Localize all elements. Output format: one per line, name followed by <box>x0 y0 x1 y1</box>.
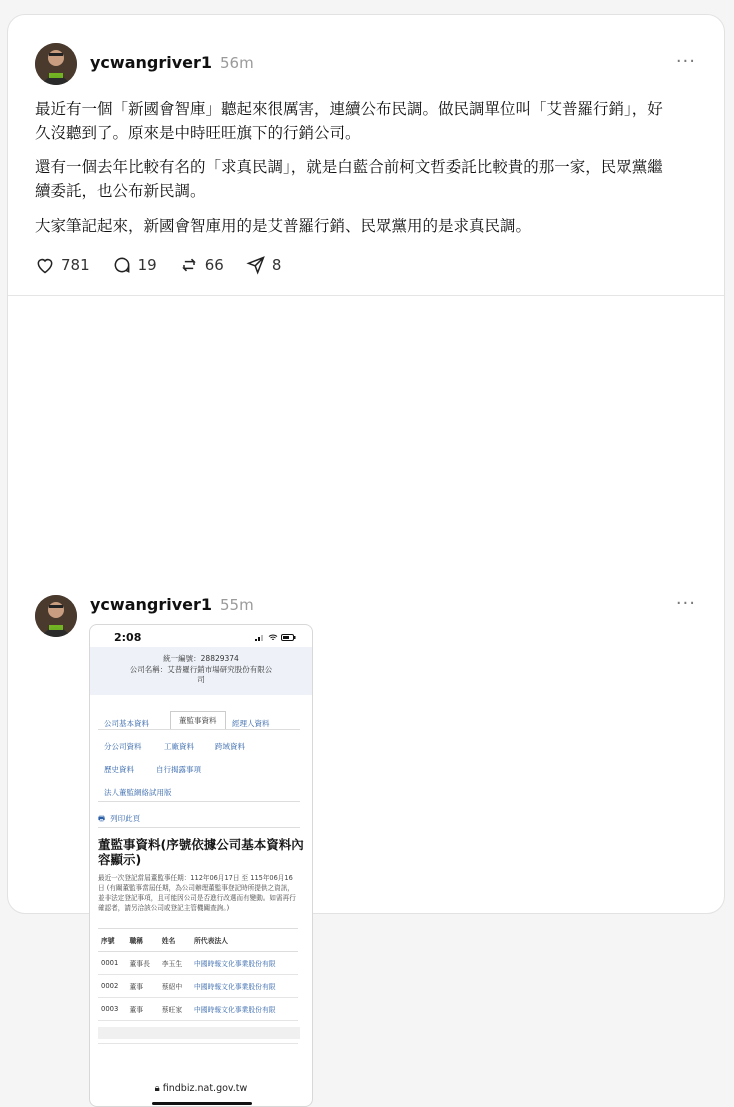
table-row <box>98 998 298 1021</box>
company-name: 公司名稱：艾普羅行銷市場研究股份有限公 <box>129 665 273 674</box>
cell: 蔡旺家 <box>159 998 191 1021</box>
company-name-cont: 司 <box>197 675 205 684</box>
cell: 李玉生 <box>159 952 191 975</box>
avatar[interactable] <box>35 595 77 637</box>
cell: 董事 <box>126 975 158 998</box>
repost-button[interactable] <box>179 255 224 275</box>
col-rep: 所代表法人 <box>191 929 298 952</box>
print-link[interactable] <box>98 813 140 826</box>
url-text: findbiz.nat.gov.tw <box>162 1083 248 1094</box>
col-name: 姓名 <box>159 929 191 952</box>
phone-time: 2:08 <box>114 631 142 644</box>
tab-network[interactable]: 法人董監網絡試用版 <box>104 788 172 797</box>
tab-cross[interactable]: 跨域資料 <box>215 742 245 751</box>
rep-link[interactable]: 中國時報文化事業股份有限 <box>191 975 298 998</box>
tab-basic[interactable]: 公司基本資料 <box>104 719 149 728</box>
more-horizontal-icon[interactable]: ··· <box>675 593 696 614</box>
section-title: 董監事資料(序號依據公司基本資料內容顯示) <box>98 837 304 867</box>
section-line <box>98 827 300 828</box>
lock-icon: 🔒︎ <box>154 1083 160 1094</box>
repost-icon <box>179 255 199 275</box>
battery-icon <box>281 634 296 641</box>
username[interactable]: ycwangriver1 <box>90 595 213 614</box>
like-count: 781 <box>61 256 90 274</box>
cell: 0003 <box>98 998 126 1021</box>
attached-screenshot[interactable] <box>89 624 313 1107</box>
share-button[interactable] <box>246 255 282 275</box>
col-title: 職稱 <box>126 929 158 952</box>
comment-icon <box>112 255 132 275</box>
print-label: 列印此頁 <box>110 814 141 823</box>
table-row <box>98 975 298 998</box>
more-horizontal-icon[interactable]: ··· <box>675 51 696 72</box>
tab-factory[interactable]: 工廠資料 <box>164 742 194 751</box>
post-divider <box>8 295 724 296</box>
tab-managers[interactable]: 經理人資料 <box>232 719 270 728</box>
post-time[interactable]: 56m <box>220 54 254 72</box>
rep-link[interactable]: 中國時報文化事業股份有限 <box>191 952 298 975</box>
status-icons <box>255 634 296 641</box>
post-1[interactable] <box>8 15 724 297</box>
post-paragraph: 大家筆記起來，新國會智庫用的是艾普羅行銷、民眾黨用的是求真民調。 <box>35 217 532 235</box>
rep-link[interactable]: 中國時報文化事業股份有限 <box>191 998 298 1021</box>
cell: 董事長 <box>126 952 158 975</box>
tab-disclosure[interactable]: 自行揭露事項 <box>156 765 201 774</box>
table-footer <box>98 1027 300 1039</box>
post-paragraph: 最近有一個「新國會智庫」聽起來很厲害，連續公布民調。做民調單位叫「艾普羅行銷」，好久沒聽到了。原來是中時旺旺旗下的行銷公司。 <box>35 100 663 142</box>
reply-button[interactable] <box>112 255 157 275</box>
send-icon <box>246 255 266 275</box>
cell: 董事 <box>126 998 158 1021</box>
url-bar[interactable] <box>90 1083 312 1094</box>
cell: 蔡紹中 <box>159 975 191 998</box>
term-description: 最近一次登記當屆董監事任期：112年06月17日 至 115年06月16日 (有關董監事當屆任期，為公司辦理董監事登記時所提供之資訊，並非法定登記事項，且可能因公司是否進行改選而有變動。如需再行確認者，請另洽該公司或登記主管機關查詢。) <box>98 874 296 912</box>
tab-branch[interactable]: 分公司資料 <box>104 742 142 751</box>
home-indicator <box>152 1102 252 1105</box>
tab-underline <box>98 729 300 730</box>
repost-count: 66 <box>204 256 224 274</box>
col-seq: 序號 <box>98 929 126 952</box>
cell: 0002 <box>98 975 126 998</box>
reply-count: 19 <box>137 256 157 274</box>
signal-icon <box>255 634 265 641</box>
printer-icon: 🖶 <box>98 814 106 823</box>
tab-history[interactable]: 歷史資料 <box>104 765 134 774</box>
tax-id: 統一編號：28829374 <box>163 654 239 663</box>
post-time[interactable]: 55m <box>220 596 254 614</box>
avatar[interactable] <box>35 43 77 85</box>
username[interactable]: ycwangriver1 <box>90 53 213 72</box>
heart-icon <box>35 255 55 275</box>
tab-bottom-line <box>98 801 300 802</box>
action-bar <box>35 255 281 275</box>
feed-card <box>7 14 725 1094</box>
table-row <box>98 952 298 975</box>
like-button[interactable] <box>35 255 90 275</box>
tab-directors[interactable]: 董監事資料 <box>170 711 226 729</box>
wifi-icon <box>268 634 278 641</box>
share-count: 8 <box>271 256 282 274</box>
cell: 0001 <box>98 952 126 975</box>
post-paragraph: 還有一個去年比較有名的「求真民調」，就是白藍合前柯文哲委託比較貴的那一家，民眾黨繼續委託，也公布新民調。 <box>35 158 663 200</box>
